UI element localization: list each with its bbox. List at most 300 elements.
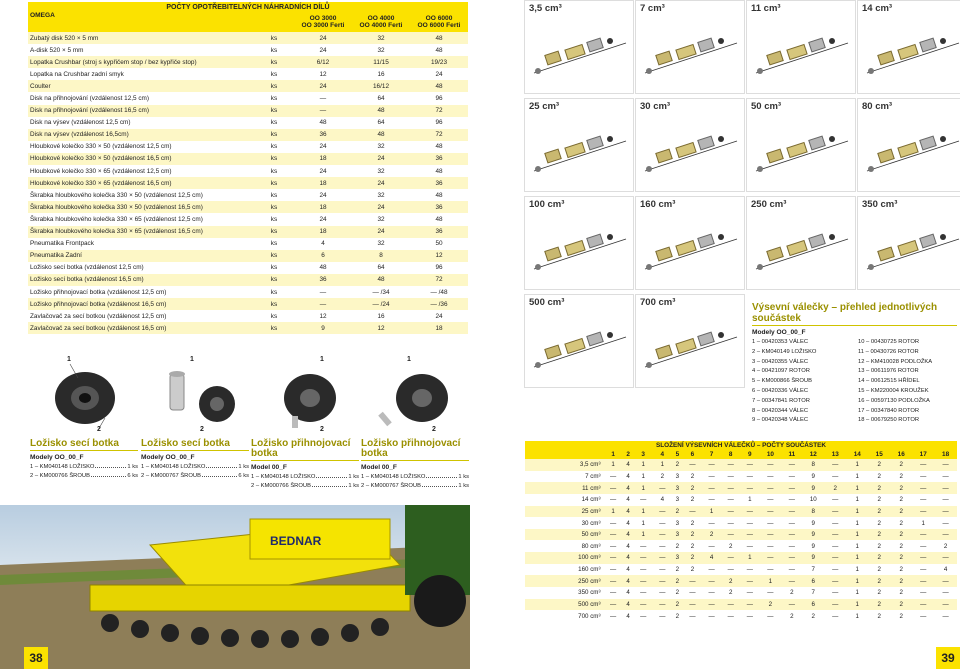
part-count: 2 <box>868 552 890 564</box>
part-count: — <box>781 482 802 494</box>
part-count: — <box>824 506 846 518</box>
bearing-part-2: 2 – KM000767 ŠROUB <box>361 483 421 489</box>
bearing-qty-1: 1 ks <box>348 474 359 480</box>
part-count: — <box>934 587 957 599</box>
part-number-header: 8 <box>721 450 740 459</box>
qty-oo4000: 32 <box>352 213 410 225</box>
part-count: 8 <box>802 506 824 518</box>
part-count: — <box>683 610 702 622</box>
parts-row <box>28 80 468 92</box>
qty-oo3000: 48 <box>294 262 352 274</box>
roller-legend <box>752 302 957 426</box>
part-count: — <box>634 599 653 611</box>
part-count: — <box>634 540 653 552</box>
table-title: POČTY OPOTŘEBITELNÝCH NÁHRADNÍCH DÍLŮ <box>28 2 468 12</box>
part-unit: ks <box>254 105 294 117</box>
part-unit: ks <box>254 238 294 250</box>
part-count: — <box>721 599 740 611</box>
part-count: — <box>604 494 623 506</box>
part-count: — <box>604 552 623 564</box>
part-count: 4 <box>623 564 634 576</box>
part-count: 2 <box>890 459 912 471</box>
part-count: 1 <box>634 459 653 471</box>
part-number-header: 9 <box>740 450 759 459</box>
part-count: 2 <box>721 575 740 587</box>
part-count: 4 <box>623 575 634 587</box>
part-count: 4 <box>702 552 721 564</box>
parts-row <box>28 189 468 201</box>
part-count: — <box>702 459 721 471</box>
qty-oo3000: — <box>294 298 352 310</box>
bearing-part-line <box>141 464 249 470</box>
parts-row <box>28 56 468 68</box>
part-name: Škrabka hloubkového kolečka 330 × 65 (vzdálenost 16,5 cm) <box>28 226 254 238</box>
roller-volume-label: 350 cm³ <box>862 199 898 210</box>
bearing-bolt-icon <box>142 356 252 436</box>
part-count: 2 <box>890 564 912 576</box>
part-name: Ložisko přihnojovací botka (vzdálenost 12,5 cm) <box>28 286 254 298</box>
part-count: — <box>683 587 702 599</box>
part-count: 3 <box>672 517 683 529</box>
part-count: — <box>759 482 781 494</box>
qty-oo3000: 18 <box>294 226 352 238</box>
part-count: 2 <box>672 575 683 587</box>
part-count: 2 <box>868 564 890 576</box>
part-count: — <box>740 610 759 622</box>
qty-oo3000: 18 <box>294 153 352 165</box>
qty-oo3000: 6 <box>294 250 352 262</box>
seed-roller-panel <box>857 0 960 94</box>
bearing-part-line <box>30 473 138 479</box>
part-count: — <box>934 482 957 494</box>
part-count: — <box>721 564 740 576</box>
part-count: 2 <box>672 610 683 622</box>
part-count: 6 <box>802 599 824 611</box>
roller-size-label: 250 cm³ <box>525 575 604 587</box>
qty-oo4000: 16/12 <box>352 80 410 92</box>
part-count: 2 <box>890 552 912 564</box>
qty-oo4000: 48 <box>352 274 410 286</box>
qty-oo6000: 48 <box>410 213 468 225</box>
part-count: — <box>740 459 759 471</box>
roller-size-label: 25 cm³ <box>525 506 604 518</box>
leader-dots <box>316 474 347 478</box>
part-count: 3 <box>672 552 683 564</box>
part-count: — <box>934 517 957 529</box>
part-name: Škrabka hloubkového kolečka 330 × 50 (vzdálenost 12,5 cm) <box>28 189 254 201</box>
part-count: — <box>604 540 623 552</box>
legend-item: 1 – 00420353 VÁLEC <box>752 339 809 345</box>
part-count: — <box>740 599 759 611</box>
part-name: Coulter <box>28 80 254 92</box>
part-count: 2 <box>868 482 890 494</box>
part-number-header: 1 <box>604 450 623 459</box>
part-count: 2 <box>802 610 824 622</box>
qty-oo6000: 12 <box>410 250 468 262</box>
count-row <box>525 529 957 541</box>
part-count: 2 <box>868 459 890 471</box>
part-count: 2 <box>721 540 740 552</box>
qty-oo6000: 96 <box>410 262 468 274</box>
part-count: — <box>604 529 623 541</box>
part-count: 2 <box>890 599 912 611</box>
part-count: 4 <box>623 587 634 599</box>
part-count: 1 <box>846 471 868 483</box>
seed-roller-panel <box>635 294 745 388</box>
roller-exploded-icon <box>859 121 960 191</box>
part-count: — <box>653 517 672 529</box>
qty-oo4000: 32 <box>352 189 410 201</box>
part-count: — <box>759 540 781 552</box>
part-count: — <box>721 471 740 483</box>
parts-row <box>28 238 468 250</box>
roller-exploded-icon <box>859 219 960 289</box>
part-count: — <box>781 494 802 506</box>
legend-item: 17 – 00347840 ROTOR <box>858 407 920 414</box>
qty-oo6000: 36 <box>410 226 468 238</box>
part-count: 2 <box>824 482 846 494</box>
parts-row <box>28 310 468 322</box>
qty-oo3000: — <box>294 92 352 104</box>
part-number-header: 3 <box>634 450 653 459</box>
col-oo6000: OO 6000 OO 6000 Ferti <box>410 12 468 32</box>
part-count: 2 <box>890 517 912 529</box>
part-count: — <box>702 471 721 483</box>
count-row <box>525 482 957 494</box>
count-row <box>525 587 957 599</box>
part-count: — <box>912 552 934 564</box>
part-count: 2 <box>683 564 702 576</box>
bearing-title: Ložisko secí botka <box>30 439 138 451</box>
bearing-part-line <box>361 483 469 489</box>
part-name: Pneumatika Frontpack <box>28 238 254 250</box>
part-name: Ložisko secí botka (vzdálenost 16,5 cm) <box>28 274 254 286</box>
part-count: 2 <box>672 540 683 552</box>
part-name: Škrabka hloubkového kolečka 330 × 65 (vzdálenost 12,5 cm) <box>28 213 254 225</box>
roller-exploded-icon <box>526 23 634 93</box>
part-count: 2 <box>683 552 702 564</box>
part-unit: ks <box>254 92 294 104</box>
qty-oo6000: 48 <box>410 80 468 92</box>
bearing-qty-2: 6 ks <box>238 473 249 479</box>
bearing-part-line <box>251 474 359 480</box>
part-count: — <box>824 494 846 506</box>
qty-oo3000: 48 <box>294 117 352 129</box>
part-count: — <box>934 575 957 587</box>
part-count: — <box>824 459 846 471</box>
part-count: — <box>721 506 740 518</box>
part-unit: ks <box>254 274 294 286</box>
qty-oo4000: 32 <box>352 165 410 177</box>
count-row <box>525 540 957 552</box>
part-name: Hloubkové kolečko 330 × 50 (vzdálenost 12,5 cm) <box>28 141 254 153</box>
part-count: 1 <box>634 482 653 494</box>
part-number-header: 5 <box>672 450 683 459</box>
roller-size-label: 11 cm³ <box>525 482 604 494</box>
part-count: 2 <box>781 610 802 622</box>
part-count: — <box>604 471 623 483</box>
leader-dots <box>91 473 126 477</box>
part-number-header: 14 <box>846 450 868 459</box>
roller-size-label: 80 cm³ <box>525 540 604 552</box>
part-count: 9 <box>802 482 824 494</box>
leader-dots <box>202 473 237 477</box>
part-count: 4 <box>623 506 634 518</box>
bearing-part-2: 2 – KM000766 ŠROUB <box>251 483 311 489</box>
qty-oo3000: 24 <box>294 141 352 153</box>
part-count: — <box>604 599 623 611</box>
qty-oo3000: 36 <box>294 274 352 286</box>
part-count: — <box>702 610 721 622</box>
qty-oo6000: 36 <box>410 153 468 165</box>
part-count: 2 <box>890 575 912 587</box>
part-name: Disk na výsev (vzdálenost 16,5cm) <box>28 129 254 141</box>
roller-exploded-icon <box>637 23 745 93</box>
part-count: 1 <box>846 506 868 518</box>
roller-volume-label: 100 cm³ <box>529 199 565 210</box>
part-unit: ks <box>254 141 294 153</box>
part-count: 2 <box>868 471 890 483</box>
part-count: — <box>912 540 934 552</box>
qty-oo4000: 24 <box>352 153 410 165</box>
parts-row <box>28 274 468 286</box>
count-row <box>525 494 957 506</box>
roller-exploded-icon <box>637 317 745 387</box>
part-count: — <box>653 610 672 622</box>
leader-dots <box>95 464 126 468</box>
part-count: — <box>912 529 934 541</box>
col-oo3000: OO 3000 OO 3000 Ferti <box>294 12 352 32</box>
legend-item: 10 – 00430725 ROTOR <box>858 339 920 345</box>
part-count: — <box>702 599 721 611</box>
part-count: — <box>653 564 672 576</box>
part-count: 1 <box>634 517 653 529</box>
roller-volume-label: 3,5 cm³ <box>529 3 562 14</box>
parts-row <box>28 44 468 56</box>
part-count: 2 <box>868 610 890 622</box>
seed-roller-panel <box>746 196 856 290</box>
part-count: 2 <box>702 529 721 541</box>
part-count: 2 <box>868 540 890 552</box>
callout-1: 1 <box>67 356 71 363</box>
qty-oo6000: 48 <box>410 44 468 56</box>
bearing-card <box>361 439 469 489</box>
part-unit: ks <box>254 177 294 189</box>
qty-oo3000: — <box>294 286 352 298</box>
part-count: 3 <box>672 494 683 506</box>
qty-oo3000: 24 <box>294 80 352 92</box>
part-count: — <box>824 552 846 564</box>
part-number-header: 15 <box>868 450 890 459</box>
qty-oo6000: 48 <box>410 189 468 201</box>
part-count: — <box>824 540 846 552</box>
bearing-model: Model 00_F <box>361 464 397 471</box>
bearing-model: Model 00_F <box>251 464 287 471</box>
part-count: — <box>781 540 802 552</box>
part-count: — <box>740 564 759 576</box>
seed-roller-panel <box>524 98 634 192</box>
part-count: 2 <box>672 599 683 611</box>
roller-volume-label: 80 cm³ <box>862 101 893 112</box>
qty-oo3000: 18 <box>294 201 352 213</box>
seed-roller-panel <box>524 294 634 388</box>
part-count: — <box>781 552 802 564</box>
count-row <box>525 564 957 576</box>
legend-item: 3 – 00420355 VÁLEC <box>752 358 809 365</box>
part-count: 2 <box>672 587 683 599</box>
part-count: — <box>934 494 957 506</box>
part-count: 2 <box>868 517 890 529</box>
legend-title: Výsevní válečky – přehled jednotlivých součástek <box>752 302 957 326</box>
part-count: — <box>912 482 934 494</box>
qty-oo3000: 4 <box>294 238 352 250</box>
part-count: 10 <box>802 494 824 506</box>
part-count: — <box>721 610 740 622</box>
part-count: 1 <box>634 471 653 483</box>
part-count: — <box>759 494 781 506</box>
qty-oo4000: 32 <box>352 238 410 250</box>
part-count: — <box>934 599 957 611</box>
roller-exploded-icon <box>637 219 745 289</box>
qty-oo6000: 48 <box>410 141 468 153</box>
roller-size-label: 500 cm³ <box>525 599 604 611</box>
legend-item: 7 – 00347841 ROTOR <box>752 397 810 404</box>
part-count: — <box>824 610 846 622</box>
qty-oo6000: — /36 <box>410 298 468 310</box>
bearing-hub-icon <box>252 356 362 436</box>
part-count: 2 <box>890 610 912 622</box>
part-count: — <box>759 587 781 599</box>
qty-oo3000: 9 <box>294 322 352 334</box>
part-count: 1 <box>846 482 868 494</box>
part-count: 1 <box>740 494 759 506</box>
roller-exploded-icon <box>859 23 960 93</box>
part-unit: ks <box>254 250 294 262</box>
part-count: — <box>759 459 781 471</box>
parts-row <box>28 322 468 334</box>
part-count: 1 <box>846 494 868 506</box>
part-count: 2 <box>721 587 740 599</box>
part-count: 7 <box>802 564 824 576</box>
part-name: Hloubkové kolečko 330 × 50 (vzdálenost 16,5 cm) <box>28 153 254 165</box>
bearing-part-line <box>141 473 249 479</box>
part-count: — <box>781 471 802 483</box>
part-count: — <box>759 564 781 576</box>
parts-row <box>28 201 468 213</box>
seed-roller-panel <box>857 196 960 290</box>
parts-row <box>28 286 468 298</box>
roller-size-label: 14 cm³ <box>525 494 604 506</box>
part-count: 1 <box>846 517 868 529</box>
part-count: — <box>824 587 846 599</box>
part-count: 9 <box>802 552 824 564</box>
part-unit: ks <box>254 80 294 92</box>
legend-item: 11 – 00430726 ROTOR <box>858 348 919 355</box>
part-count: — <box>653 575 672 587</box>
seed-roller-panel <box>524 0 634 94</box>
count-row <box>525 599 957 611</box>
callout-1: 1 <box>320 356 324 363</box>
qty-oo6000: 50 <box>410 238 468 250</box>
count-row <box>525 506 957 518</box>
part-count: 1 <box>912 517 934 529</box>
part-unit: ks <box>254 310 294 322</box>
legend-model: Modely OO_00_F <box>752 329 806 336</box>
bearing-qty-1: 1 ks <box>127 464 138 470</box>
roller-volume-label: 11 cm³ <box>751 3 781 14</box>
part-count: 4 <box>623 599 634 611</box>
legend-item: 15 – KM220004 KROUŽEK <box>858 387 929 394</box>
part-count: — <box>604 575 623 587</box>
part-count: — <box>604 610 623 622</box>
legend-item: 9 – 00420348 VÁLEC <box>752 417 809 424</box>
qty-oo3000: 36 <box>294 129 352 141</box>
qty-oo6000: 72 <box>410 105 468 117</box>
bearing-qty-2: 1 ks <box>348 483 359 489</box>
part-count: — <box>934 506 957 518</box>
page-number-right: 39 <box>936 647 960 669</box>
part-count: 4 <box>623 552 634 564</box>
roller-exploded-icon <box>526 219 634 289</box>
part-name: Zavlačovač za secí botkou (vzdálenost 16,5 cm) <box>28 322 254 334</box>
qty-oo4000: 24 <box>352 201 410 213</box>
part-count: 4 <box>623 471 634 483</box>
part-count: — <box>934 529 957 541</box>
count-row <box>525 552 957 564</box>
part-count: 1 <box>846 459 868 471</box>
part-unit: ks <box>254 189 294 201</box>
part-number-header: 10 <box>759 450 781 459</box>
qty-oo6000: 24 <box>410 310 468 322</box>
roller-volume-label: 700 cm³ <box>640 297 676 308</box>
part-count: 2 <box>683 471 702 483</box>
qty-oo6000: 19/23 <box>410 56 468 68</box>
bearing-part-line <box>251 483 359 489</box>
qty-oo6000: 48 <box>410 165 468 177</box>
part-name: Lopatka na Crushbar zadní smyk <box>28 68 254 80</box>
part-count: 2 <box>759 599 781 611</box>
parts-row <box>28 117 468 129</box>
qty-oo4000: 32 <box>352 32 410 44</box>
part-name: Pneumatika Zadní <box>28 250 254 262</box>
part-name: Zubatý disk 520 × 5 mm <box>28 32 254 44</box>
legend-item: 4 – 00421097 ROTOR <box>752 368 810 375</box>
part-count: — <box>740 540 759 552</box>
part-unit: ks <box>254 226 294 238</box>
part-name: Hloubkové kolečko 330 × 65 (vzdálenost 12,5 cm) <box>28 165 254 177</box>
part-unit: ks <box>254 262 294 274</box>
part-count: 9 <box>802 517 824 529</box>
roller-exploded-icon <box>748 219 856 289</box>
part-count: 7 <box>802 587 824 599</box>
part-count: 9 <box>802 529 824 541</box>
part-count: — <box>759 610 781 622</box>
part-name: Disk na přihnojování (vzdálenost 16,5 cm) <box>28 105 254 117</box>
qty-oo6000: 36 <box>410 177 468 189</box>
part-count: 1 <box>846 587 868 599</box>
qty-oo3000: 12 <box>294 68 352 80</box>
seed-roller-panel <box>635 196 745 290</box>
part-number-header: 6 <box>683 450 702 459</box>
part-name: Ložisko secí botka (vzdálenost 12,5 cm) <box>28 262 254 274</box>
part-count: — <box>759 517 781 529</box>
part-count: — <box>781 575 802 587</box>
bearing-qty-1: 1 ks <box>238 464 249 470</box>
part-unit: ks <box>254 153 294 165</box>
part-count: 2 <box>890 471 912 483</box>
callout-2: 2 <box>97 426 101 433</box>
bearing-card <box>30 439 138 479</box>
